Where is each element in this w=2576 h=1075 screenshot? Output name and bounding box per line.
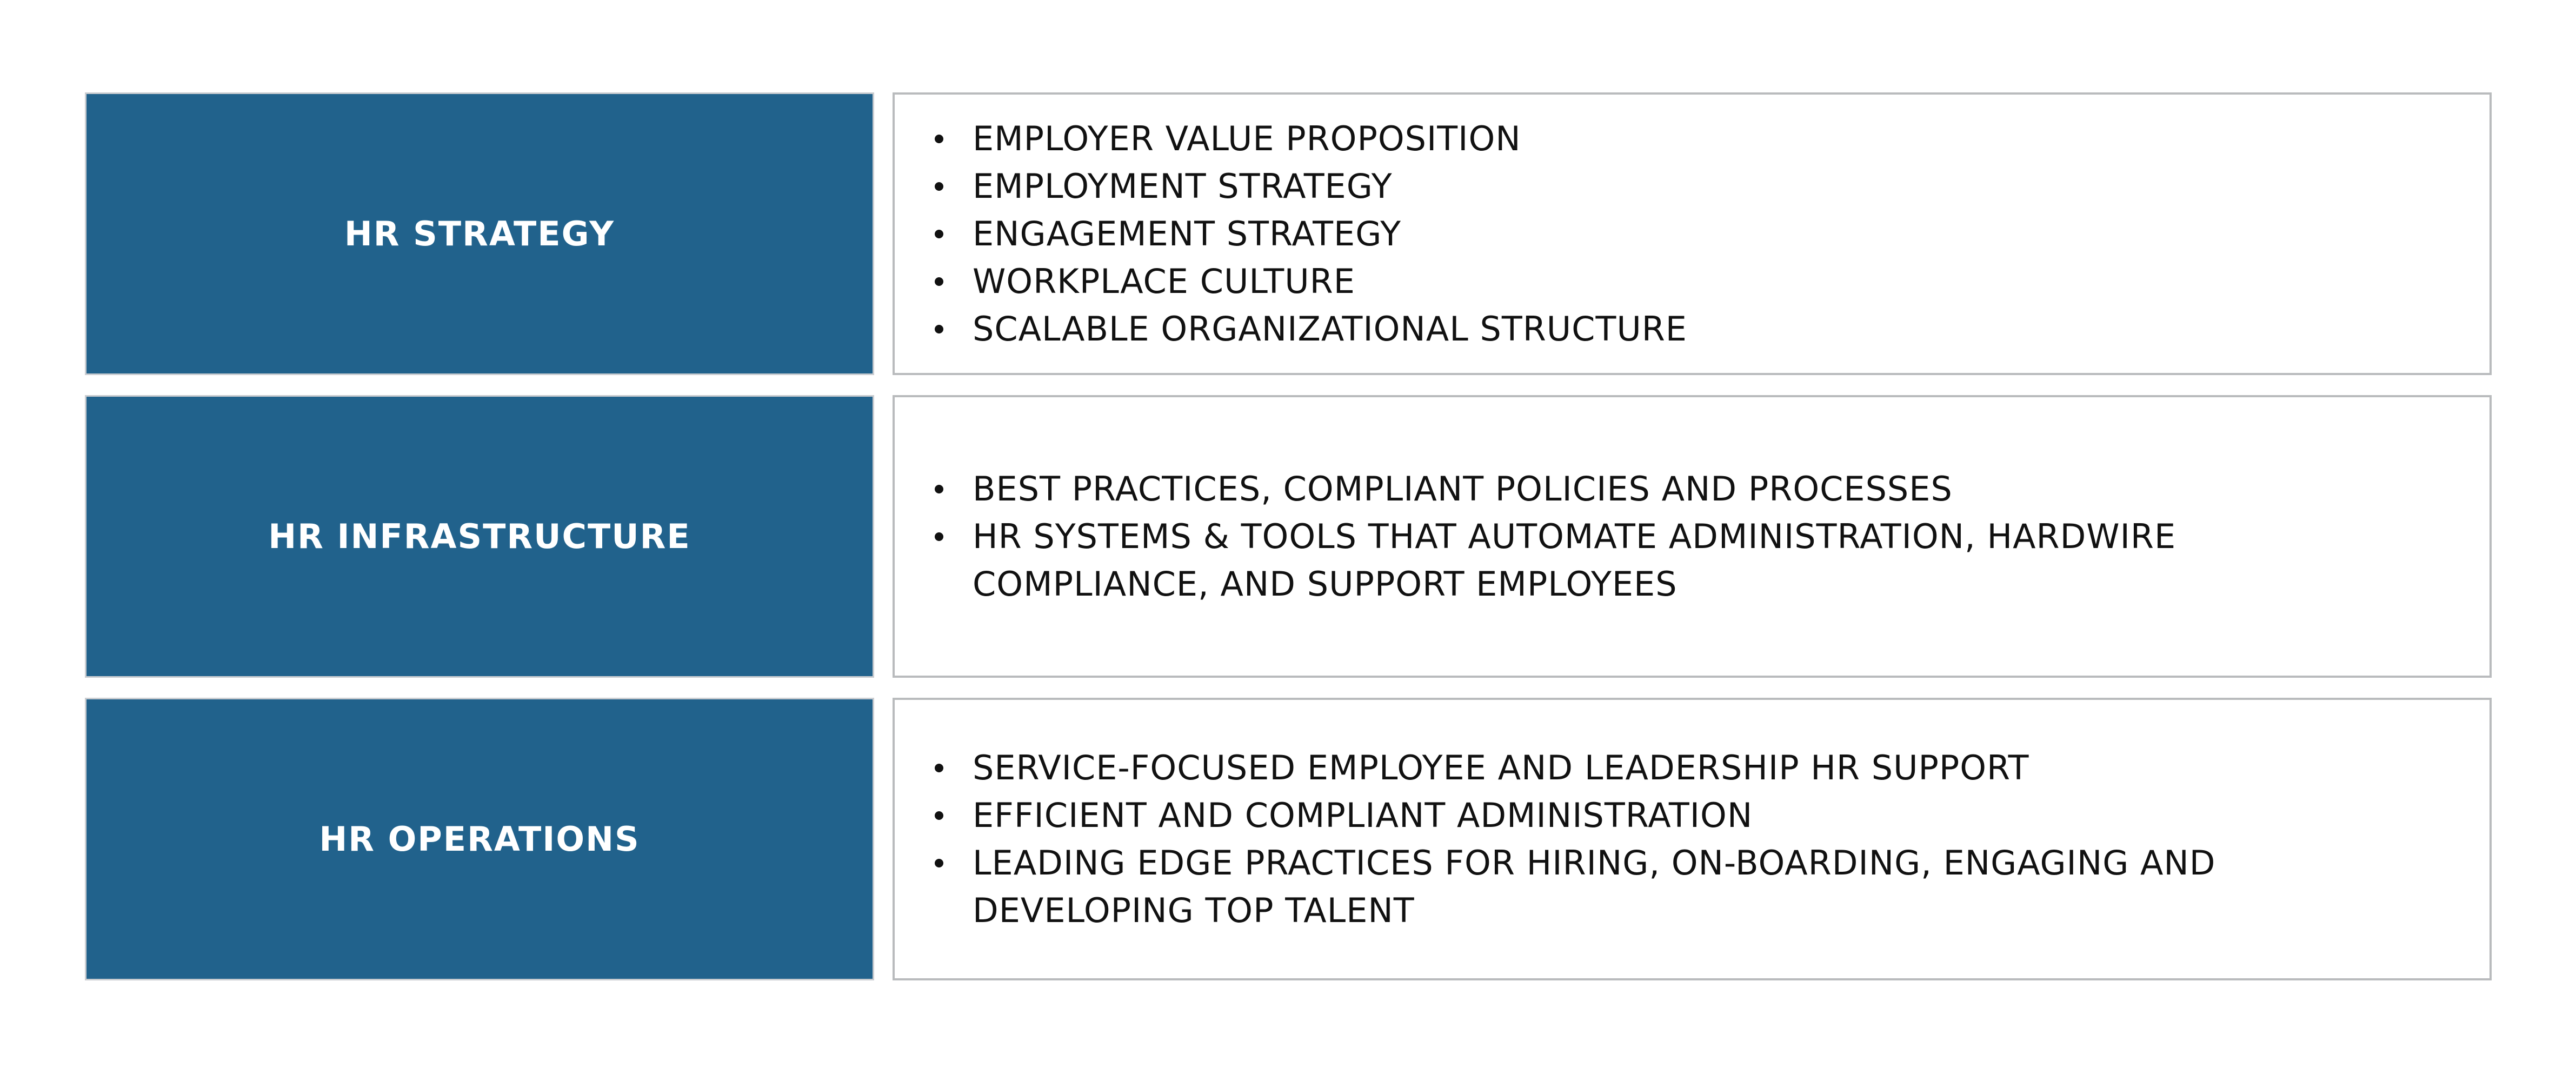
bullet-dot-icon [935, 325, 943, 333]
row-content-cell [893, 395, 2492, 678]
row-hr-infrastructure [85, 395, 2492, 678]
bullet-text: LEADING EDGE PRACTICES FOR HIRING, ON-BOARDING, ENGAGING AND DEVELOPING TOP TALENT [973, 843, 2216, 930]
bullet-text: SERVICE-FOCUSED EMPLOYEE AND LEADERSHIP HR SUPPORT [973, 747, 2029, 787]
row-content-cell [893, 92, 2492, 375]
bullet-item [935, 792, 2405, 839]
bullet-list [895, 465, 2405, 608]
bullet-text: HR SYSTEMS & TOOLS THAT AUTOMATE ADMINISTRATION, HARDWIRE COMPLIANCE, AND SUPPORT EMPLOYEES [973, 516, 2176, 604]
bullet-text: SCALABLE ORGANIZATIONAL STRUCTURE [973, 309, 1687, 349]
bullet-dot-icon [935, 277, 943, 286]
bullet-item [935, 258, 2405, 305]
row-label: HR OPERATIONS [319, 819, 640, 859]
bullet-text: WORKPLACE CULTURE [973, 261, 1355, 301]
bullet-dot-icon [935, 182, 943, 191]
bullet-dot-icon [935, 485, 943, 493]
bullet-list [895, 115, 2405, 353]
bullet-item [935, 210, 2405, 258]
bullet-dot-icon [935, 764, 943, 772]
bullet-item [935, 744, 2405, 792]
bullet-text: EMPLOYER VALUE PROPOSITION [973, 118, 1521, 158]
row-hr-operations [85, 698, 2492, 980]
hr-services-grid [85, 92, 2492, 980]
bullet-dot-icon [935, 230, 943, 238]
row-label: HR INFRASTRUCTURE [268, 517, 691, 556]
bullet-text: EMPLOYMENT STRATEGY [973, 166, 1393, 206]
bullet-item [935, 465, 2405, 513]
bullet-item [935, 513, 2405, 608]
bullet-text: BEST PRACTICES, COMPLIANT POLICIES AND PROCESSES [973, 469, 1953, 509]
row-label-cell [85, 395, 874, 678]
row-label-cell [85, 92, 874, 375]
bullet-dot-icon [935, 135, 943, 143]
bullet-dot-icon [935, 532, 943, 541]
row-content-cell [893, 698, 2492, 980]
bullet-list [895, 744, 2405, 934]
row-label: HR STRATEGY [344, 214, 615, 253]
bullet-item [935, 839, 2405, 934]
row-label-cell [85, 698, 874, 980]
bullet-text: EFFICIENT AND COMPLIANT ADMINISTRATION [973, 795, 1753, 835]
row-hr-strategy [85, 92, 2492, 375]
bullet-item [935, 305, 2405, 353]
bullet-text: ENGAGEMENT STRATEGY [973, 213, 1402, 253]
bullet-item [935, 115, 2405, 163]
bullet-item [935, 163, 2405, 210]
bullet-dot-icon [935, 859, 943, 867]
bullet-dot-icon [935, 811, 943, 820]
